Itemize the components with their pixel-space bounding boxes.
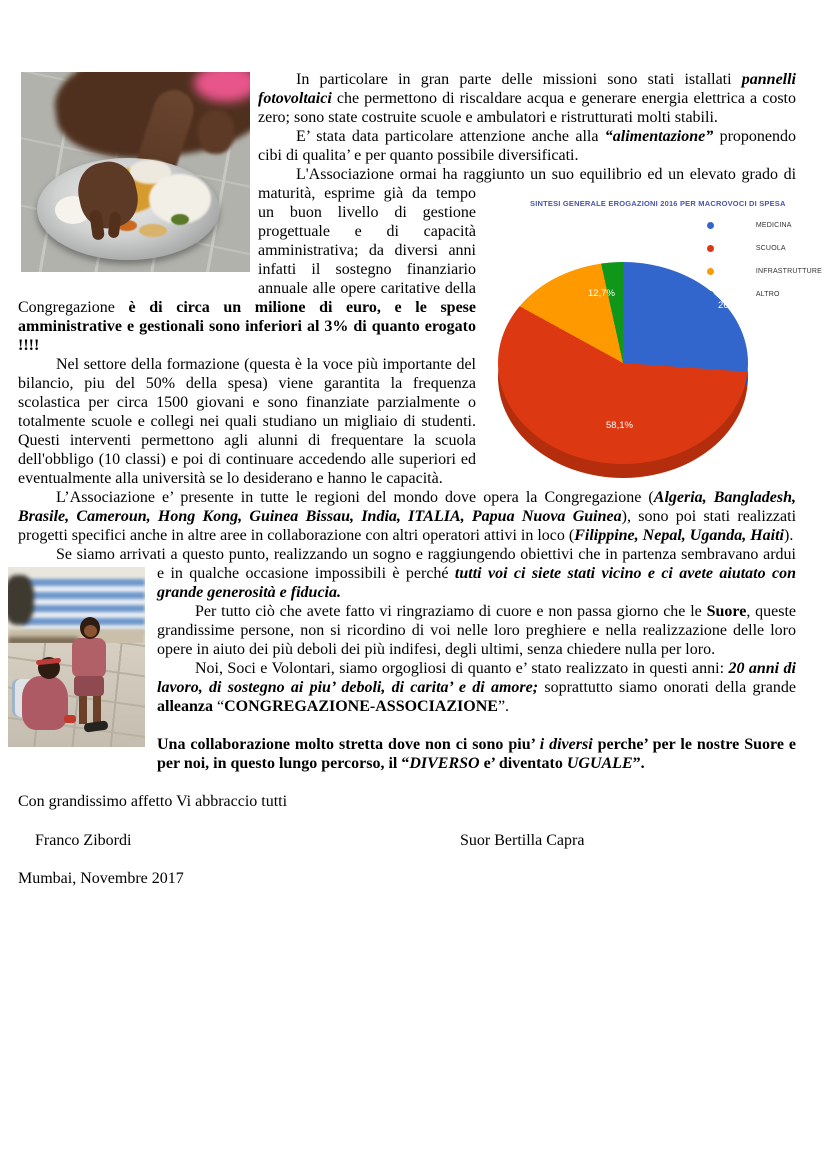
text-run: soprattutto siamo onorati della grande — [538, 679, 796, 696]
standing-child-shirt-shape — [72, 638, 106, 678]
text-run: ”. — [497, 698, 510, 715]
signature-suor-bertilla-capra: Suor Bertilla Capra — [460, 832, 585, 849]
legend-label: INFRASTRUTTURE — [755, 268, 822, 275]
text-run: tutti voi ci siete stati vicino e ci avete aiutato — [454, 565, 773, 582]
text-run: “ — [213, 698, 225, 715]
text-run: L'Associazione ormai ha raggiunto un suo equilibrio ed un elevato — [296, 166, 742, 183]
legend-label: MEDICINA — [755, 222, 792, 229]
text-run: con grande generosità e fiducia. — [157, 565, 797, 601]
chart-title: SINTESI GENERALE EROGAZIONI 2016 PER MACROVOCI DI SPESA — [530, 199, 786, 208]
text-run: , queste grandissime persone, non si ricordino di voi nelle loro preghiere e nella realizzazione delle loro opere in aiuto dei più deboli dei più indifesi, degli ultimi, senza chiedere nulla per loro. — [157, 603, 797, 658]
dateline: Mumbai, Novembre 2017 — [18, 870, 184, 887]
text-run: ”. — [632, 755, 645, 772]
text-run: Suore — [706, 603, 747, 620]
text-run: grado di maturità, esprime già da tempo un buon livello di gestione progettuale e di capacità amministrativa; da diversi anni infatti il sostegno finanziario annuale alle opere caritative della Congregazione — [18, 166, 797, 316]
text-run: In particolare in gran parte delle missioni sono stati istallati — [296, 71, 742, 88]
text-run: Noi, Soci e Volontari, siamo orgogliosi di quanto e’ stato realizzato in questi anni: — [195, 660, 729, 677]
text-run: E’ stata data particolare attenzione anche alla — [296, 128, 605, 145]
child-leg-shape — [93, 694, 101, 724]
text-run: alleanza — [157, 698, 213, 715]
text-run: Per tutto ciò che avete fatto vi ringraziamo di cuore e non passa giorno che le — [195, 603, 707, 620]
signature-franco-zibordi: Franco Zibordi — [35, 832, 132, 849]
legend-item-medicina — [707, 216, 822, 235]
text-run: Filippine, Nepal, Uganda, Haiti — [574, 527, 784, 544]
chart-legend — [707, 216, 822, 308]
text-run: Se siamo arrivati a questo punto, realizzando un sogno e raggiungendo obiettivi che in partenza sembravano ardui e in qualche occasione impossibili è perché — [56, 546, 796, 582]
text-run: “alimentazione” — [604, 128, 714, 145]
red-object-shape — [64, 715, 76, 723]
text-run: L’Associazione e’ presente in tutte le regioni del mondo dove opera la Congregazione ( — [56, 489, 654, 506]
paragraph-presenza-mondiale — [18, 488, 796, 545]
text-run: ). — [784, 527, 794, 544]
standing-child-shorts-shape — [74, 676, 104, 696]
photo-school-children — [8, 567, 145, 747]
text-run: ), sono poi stati realizzati progetti specifici anche in altre aree in collaborazione con altri operatori attivi in loco ( — [18, 508, 797, 544]
child-leg-shape — [79, 694, 87, 724]
vegetable-shape — [171, 214, 189, 225]
paragraph-pannelli-fotovoltaici — [18, 70, 796, 127]
pie-label-medicina: 26,4% — [718, 300, 745, 311]
text-run: Algeria, Bangladesh, Brasile, Cameroun, Hong Kong, Guinea Bissau, India, ITALIA, Papua Nuova Guinea — [18, 489, 796, 525]
text-run: che permettono di riscaldare acqua e generare energia elettrica a costo zero; sono state costruite scuole e ambulatori e ristrutturati molti stabili. — [258, 90, 796, 126]
text-run: i diversi — [539, 736, 593, 753]
pie-chart — [482, 184, 822, 480]
closing-line: Con grandissimo affetto Vi abbraccio tutti — [18, 793, 288, 810]
text-run: Una collaborazione molto stretta dove non ci sono piu’ — [157, 736, 540, 753]
text-run: CONGREGAZIONE-ASSOCIAZIONE — [224, 698, 498, 715]
text-run: UGUALE — [566, 755, 633, 772]
legend-label: ALTRO — [755, 291, 780, 298]
pie-label-scuola: 58,1% — [606, 420, 633, 431]
paragraph-se-siamo-arrivati — [18, 545, 796, 602]
legend-item-scuola — [707, 239, 822, 258]
text-run: proponendo cibi di qualita’ e per quanto possibile diversificati. — [258, 128, 796, 164]
child-hand-shape — [198, 110, 234, 154]
text-run: 20 anni di lavoro, di sostegno ai piu’ deboli, di carita’ e di amore; — [157, 660, 796, 696]
legend-label: SCUOLA — [755, 245, 786, 252]
standing-child-face-shape — [84, 625, 97, 637]
legend-dot-blue — [707, 222, 714, 229]
legend-dot-red — [707, 245, 714, 252]
text-run: Nel settore della formazione (questa è la voce più importante del bilancio, piu del 50% della spesa) viene garantita la frequenza scolastica per circa 1500 giovani e sono finanziate parzialmente o totalmente scuole e collegi nei quali studiano un migliaio di studenti. Questi interventi permettono agli alunni di frequentare la scuola dell'obbligo (10 classi) e poi di continuare accedendo alle superiori ed eventualmente alla università se lo desiderano e hanno le capacità. — [18, 356, 476, 487]
text-run: e’ diventato — [479, 755, 567, 772]
legend-item-infrastrutture — [707, 262, 822, 281]
text-run: pannelli fotovoltaici — [258, 71, 796, 107]
legend-dot-orange — [707, 268, 714, 275]
pie-label-infrastrutture: 12,7% — [588, 288, 615, 299]
text-run: perche’ per le nostre Suore e per noi, in questo lungo percorso, il “ — [157, 736, 796, 772]
text-run: è di circa un milione di euro, e le spese amministrative e gestionali sono inferiori al 3% di quanto erogato !!!! — [18, 299, 476, 354]
tree-shape — [8, 575, 34, 625]
text-run: DIVERSO — [409, 755, 480, 772]
signature-row — [18, 831, 796, 850]
pasta-shape — [139, 224, 167, 237]
kneeling-child-dress-shape — [22, 676, 68, 730]
photo-child-meal-plate — [21, 72, 250, 272]
